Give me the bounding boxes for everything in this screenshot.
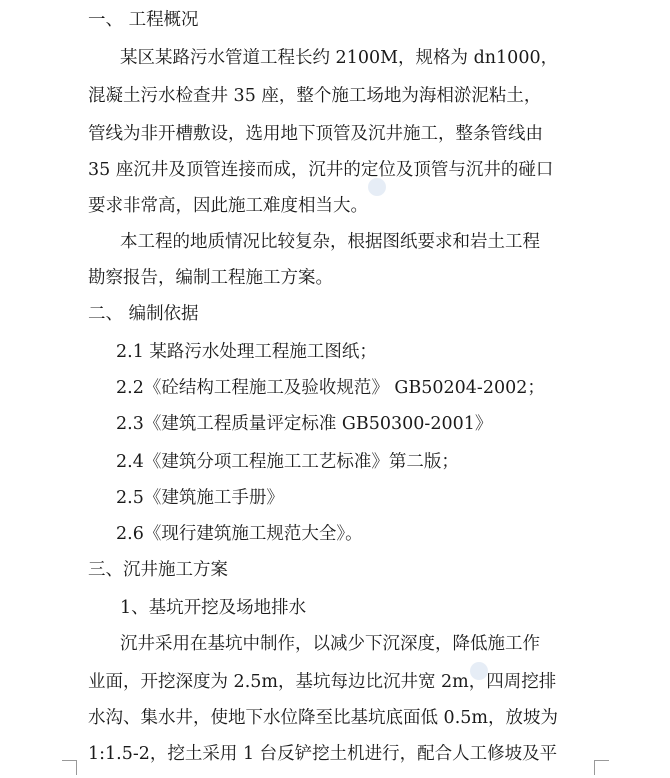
list-item: 2.5《建筑施工手册》	[116, 488, 284, 508]
list-item: 2.2《砼结构工程施工及验收规范》 GB50204-2002；	[116, 378, 545, 398]
paragraph-line: 沉井采用在基坑中制作，以减少下沉深度，降低施工作	[120, 634, 540, 654]
paragraph-line: 35 座沉井及顶管连接而成，沉井的定位及顶管与沉井的碰口	[88, 160, 554, 180]
list-item: 2.6《现行建筑施工规范大全》。	[116, 524, 363, 544]
paragraph-line: 水沟、集水井，使地下水位降至比基坑底面低 0.5m，放坡为	[88, 708, 558, 728]
paragraph-line: 本工程的地质情况比较复杂，根据图纸要求和岩土工程	[120, 232, 540, 252]
paragraph-line: 1:1.5-2，挖土采用 1 台反铲挖土机进行，配合人工修坡及平	[88, 744, 558, 764]
paragraph-line: 业面，开挖深度为 2.5m，基坑每边比沉井宽 2m，四周挖排	[88, 672, 557, 692]
paragraph-line: 某区某路污水管道工程长约 2100M，规格为 dn1000，	[120, 48, 559, 68]
paragraph-line: 勘察报告，编制工程施工方案。	[88, 268, 333, 288]
paragraph-line: 管线为非开槽敷设，选用地下顶管及沉井施工，整条管线由	[88, 124, 543, 144]
section-heading-1: 一、 工程概况	[88, 10, 199, 30]
list-item: 2.1 某路污水处理工程施工图纸；	[116, 342, 377, 362]
page-corner-mark	[62, 760, 77, 775]
section-heading-3: 三、沉井施工方案	[88, 560, 228, 580]
list-item: 2.4《建筑分项工程施工工艺标准》第二版；	[116, 452, 459, 472]
paragraph-line: 混凝土污水检查井 35 座，整个施工场地为海相淤泥粘土，	[88, 86, 542, 106]
subsection-heading: 1、基坑开挖及场地排水	[120, 598, 307, 618]
section-heading-2: 二、 编制依据	[88, 304, 199, 324]
paragraph-line: 要求非常高，因此施工难度相当大。	[88, 196, 368, 216]
list-item: 2.3《建筑工程质量评定标准 GB50300-2001》	[116, 414, 493, 434]
page-corner-mark	[594, 760, 609, 775]
